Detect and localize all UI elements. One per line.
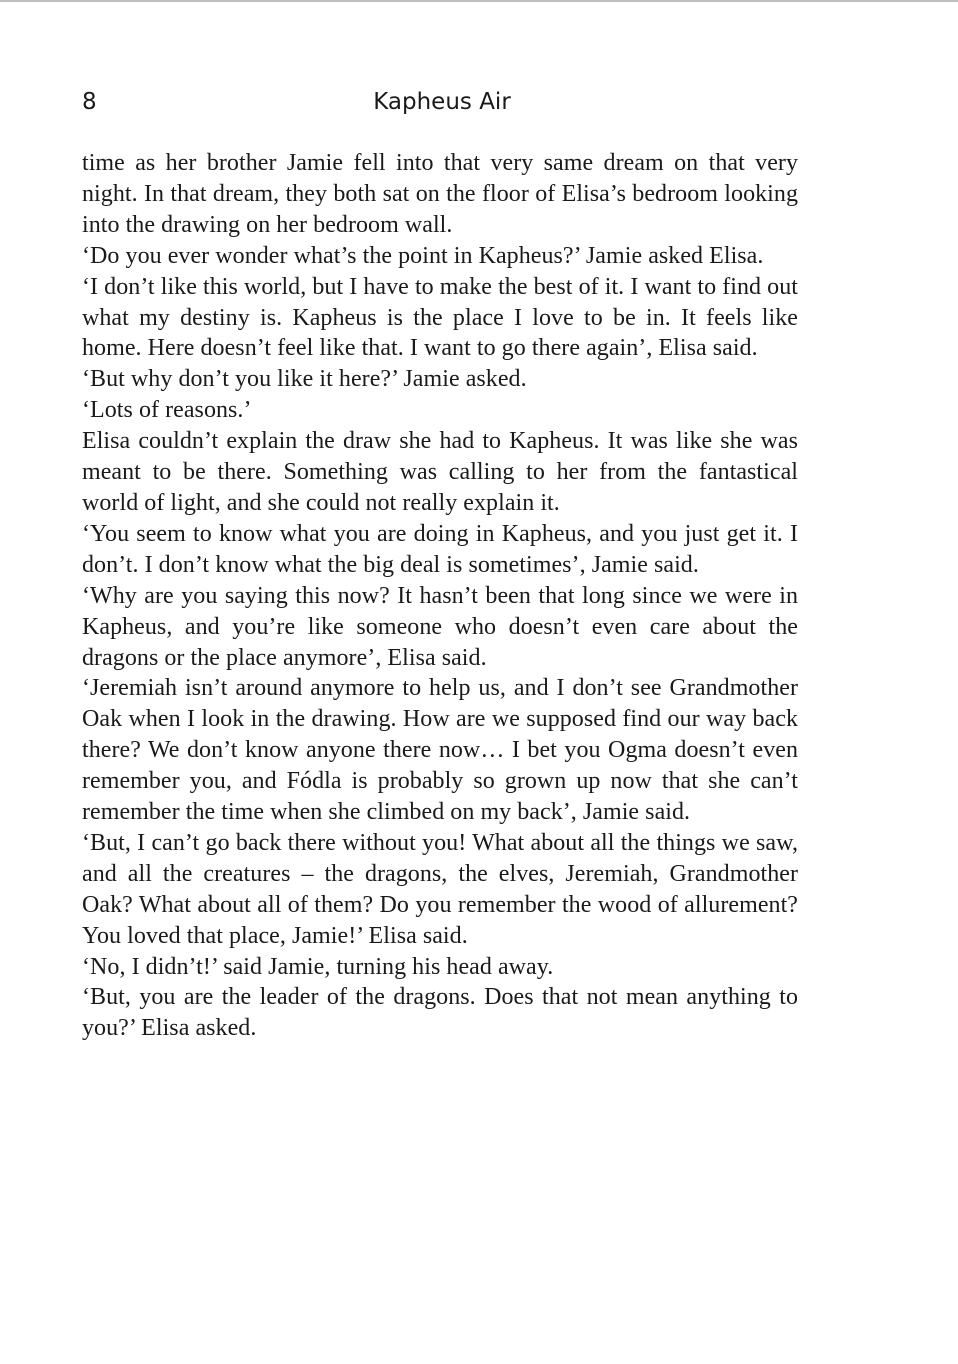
paragraph: ‘Lots of reasons.’	[82, 397, 252, 424]
paragraph: ‘I don’t like this world, but I have to make the best of it. I want to find out what my destiny is. Kapheus is the place I love to be in. It feels like home. Here doesn’t feel like that. I want to go there again’, Elisa said.	[82, 273, 798, 362]
paragraph: ‘Why are you saying this now? It hasn’t been that long since we were in Kapheus, and you’re like someone who doesn’t even care about the dragons or the place anymore’, Elisa said.	[82, 582, 798, 671]
paragraph: ‘Jeremiah isn’t around anymore to help us, and I don’t see Grandmother Oak when I look in the drawing. How are we supposed find our way back there? We don’t know anyone there now… I bet you Ogma doesn’t even remember you, and Fódla is probably so grown up now that she can’t remember the time when she climbed on my back’, Jamie said.	[82, 675, 798, 826]
paragraph: Elisa couldn’t explain the draw she had to Kapheus. It was like she was meant to be there. Something was calling to her from the fantastical world of light, and she could not really explain it.	[82, 428, 798, 516]
book-title: Kapheus Air	[373, 89, 511, 115]
paragraph: ‘You seem to know what you are doing in Kapheus, and you just get it. I don’t. I don’t know what the big deal is sometimes’, Jamie said.	[82, 520, 798, 578]
paragraph: time as her brother Jamie fell into that very same dream on that very night. In that dream, they both sat on the floor of Elisa’s bedroom looking into the drawing on her bedroom wall.	[82, 150, 798, 238]
page-number: 8	[82, 89, 97, 115]
paragraph: ‘But why don’t you like it here?’ Jamie asked.	[82, 366, 527, 393]
running-header	[82, 86, 798, 118]
paragraph: ‘But, you are the leader of the dragons. Does that not mean anything to you?’ Elisa asked.	[82, 984, 798, 1042]
top-border-line	[0, 0, 958, 2]
body-text	[82, 148, 798, 1044]
paragraph: ‘Do you ever wonder what’s the point in Kapheus?’ Jamie asked Elisa.	[82, 242, 764, 269]
paragraph: ‘No, I didn’t!’ said Jamie, turning his head away.	[82, 953, 554, 980]
paragraph: ‘But, I can’t go back there without you! What about all the things we saw, and all the creatures – the dragons, the elves, Jeremiah, Grandmother Oak? What about all of them? Do you remember the wood of allurement? You loved that place, Jamie!’ Elisa said.	[82, 829, 798, 949]
